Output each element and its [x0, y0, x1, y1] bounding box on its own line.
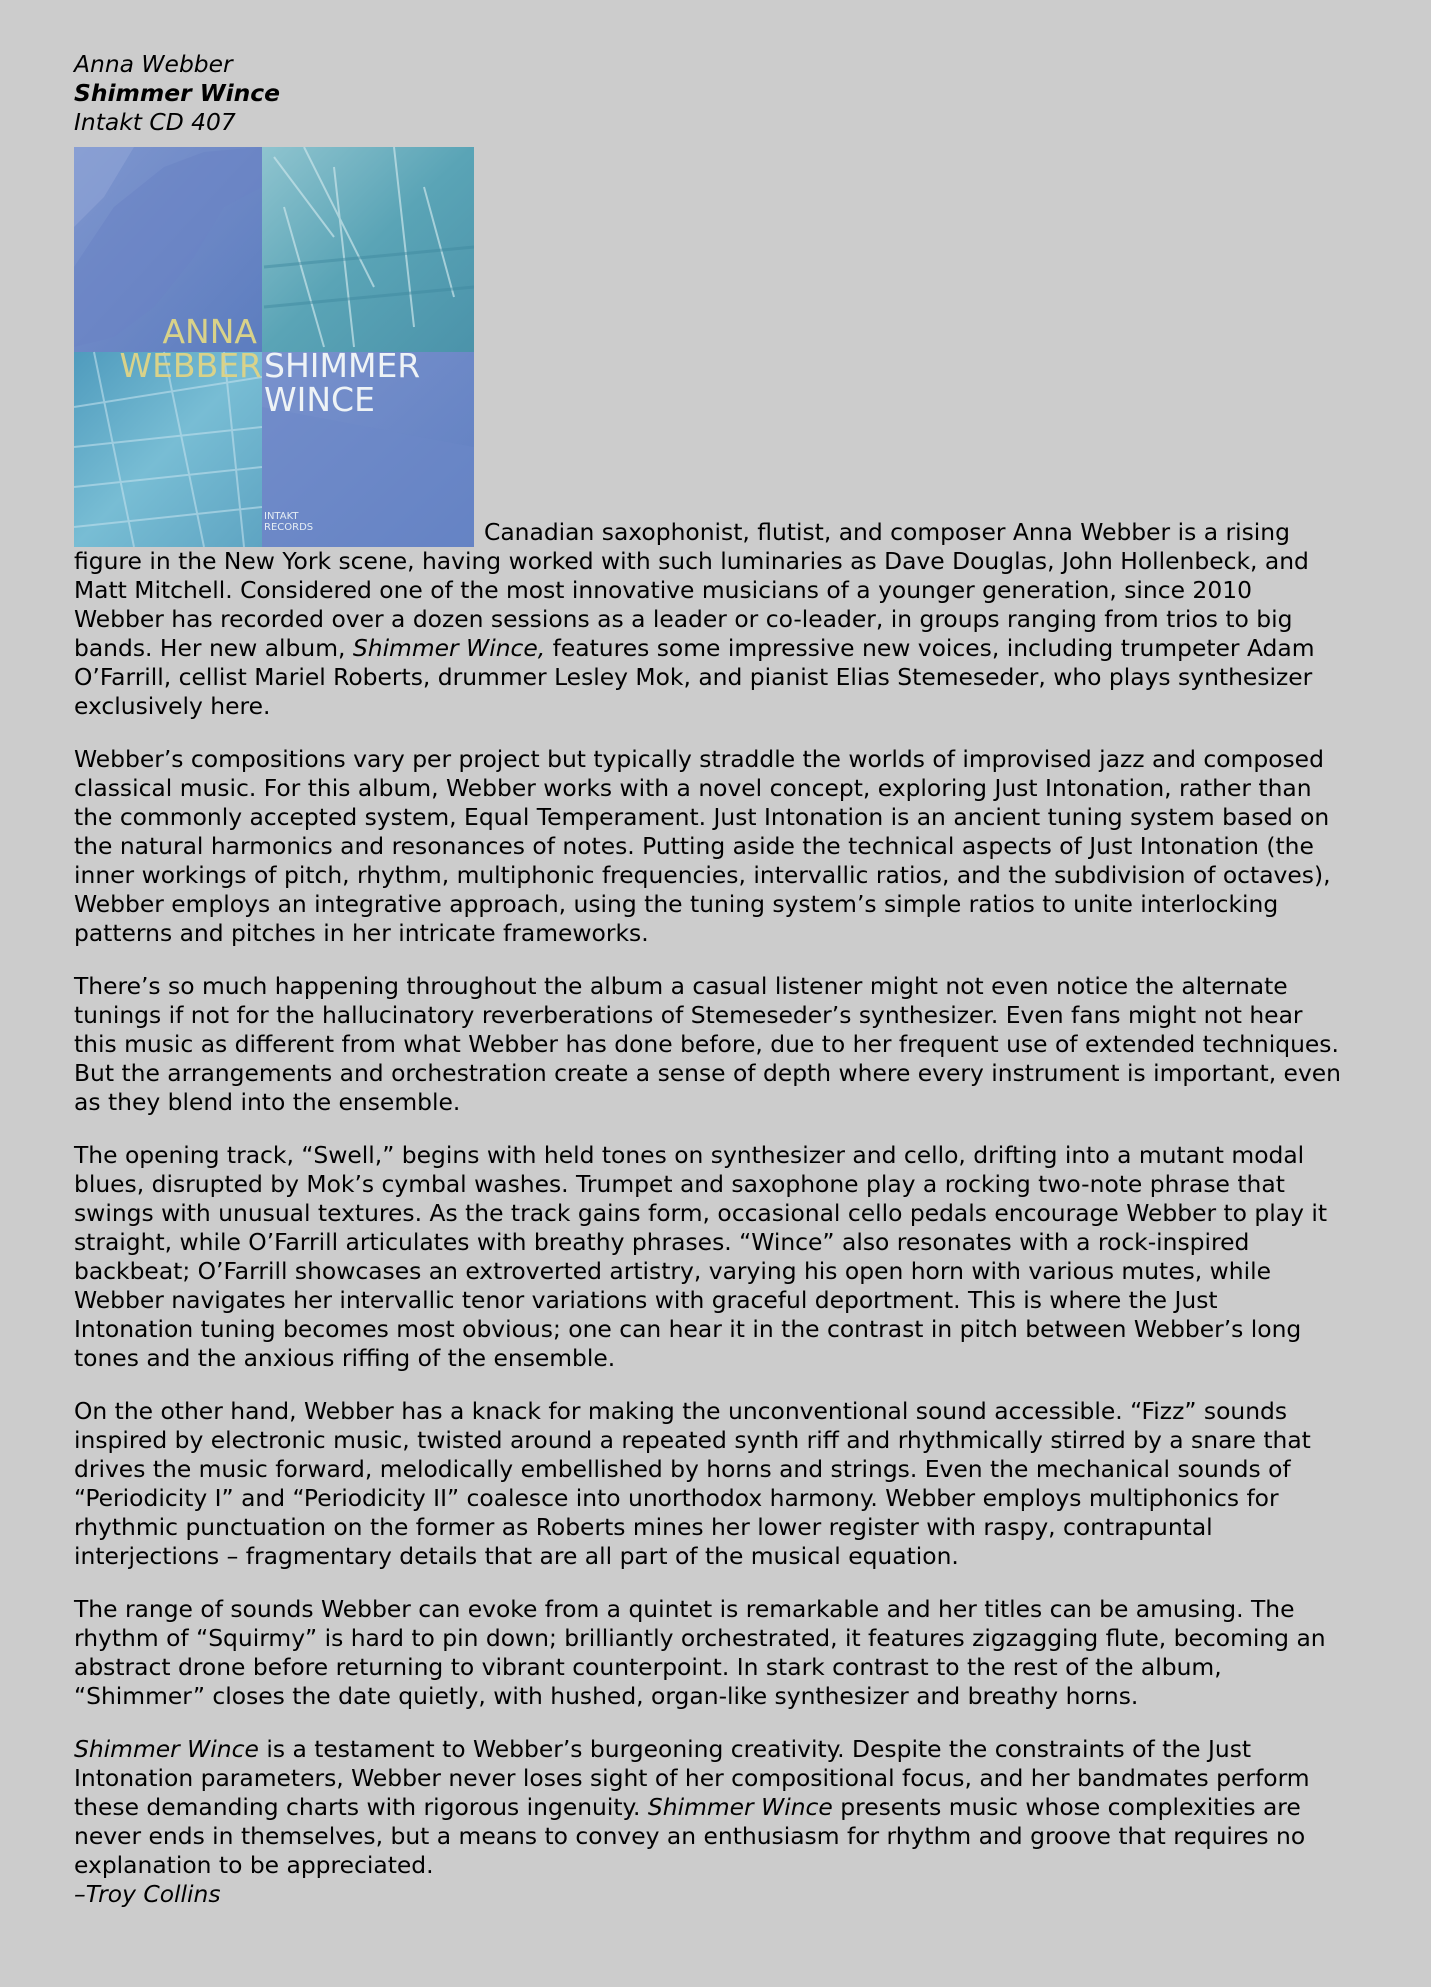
review-signature: –Troy Collins — [74, 1880, 221, 1908]
paragraph-conclusion-text-b: presents music whose complexities are never ends in themselves, but a means to convey an enthusiasm for rhythm and groove that requires no explanation to be appreciated. — [74, 1793, 1306, 1879]
paragraph-compositions: Webber’s compositions vary per project but typically straddle the worlds of improvised jazz and composed classical music. For this album, Webber works with a novel concept, exploring Just Intonation, rather than the commonly accepted system, Equal Temperament. Just Intonation is an ancient tuning system based on the natural harmonics and resonances of notes. Putting aside the technical aspects of Just Intonation (the inner workings of pitch, rhythm, multiphonic frequencies, intervallic ratios, and the subdivision of octaves), Webber employs an integrative approach, using the tuning system’s simple ratios to unite interlocking patterns and pitches in her intricate frameworks. — [74, 745, 1331, 947]
paragraph-intro — [74, 147, 1344, 721]
album-title-inline: Shimmer Wince — [647, 1793, 833, 1821]
cover-top-right-panel — [262, 147, 474, 352]
album-title: Shimmer Wince — [74, 79, 281, 107]
paragraph-range: The range of sounds Webber can evoke from a quintet is remarkable and her titles can be amusing. The rhythm of “Squirmy” is hard to pin down; brilliantly orchestrated, it features zigzagging flute, becoming an abstract drone before returning to vibrant counterpoint. In stark contrast to the rest of the album, “Shimmer” closes the date quietly, with hushed, organ-like synthesizer and breathy horns. — [74, 1595, 1326, 1710]
paragraph-intro-text: Canadian saxophonist, flutist, and composer Anna Webber is a rising figure in the New York scene, having worked with such luminaries as Dave Douglas, John Hollenbeck, and Matt Mitchell. Considered one of the most innovative musicians of a younger generation, since 2010 Webber has recorded over a dozen sessions as a leader or co-leader, in groups ranging from trios to big bands. Her new album, — [74, 518, 1309, 662]
paragraph-intro-end: features some impressive new voices, including trumpeter Adam O’Farrill, cellist Mariel Roberts, drummer Lesley Mok, and pianist Elias Stemeseder, who plays synthesizer exclusively here. — [74, 634, 1315, 720]
review-page — [74, 50, 1344, 1909]
paragraph-conclusion — [74, 1735, 1344, 1909]
catalog-number: Intakt CD 407 — [74, 108, 236, 136]
album-title-inline: Shimmer Wince — [74, 1735, 259, 1763]
cover-album-line1: SHIMMER — [264, 346, 421, 385]
cover-label-line1: INTAKT — [264, 511, 299, 522]
cover-album-line2: WINCE — [264, 380, 375, 419]
paragraph-listening: There’s so much happening throughout the album a casual listener might not even notice the alternate tunings if not for the hallucinatory reverberations of Stemeseder’s synthesizer. Even fans might not hear this music as different from what Webber has done before, due to her frequent use of extended techniques. But the arrangements and orchestration create a sense of depth where every instrument is important, even as they blend into the ensemble. — [74, 972, 1342, 1116]
album-cover-image — [74, 147, 474, 547]
album-header — [74, 50, 1344, 137]
paragraph-conclusion-text-a: is a testament to Webber’s burgeoning creativity. Despite the constraints of the Just Intonation parameters, Webber never loses sight of her compositional focus, and her bandmates perform these demanding charts with rigorous ingenuity. — [74, 1735, 1310, 1821]
artist-name: Anna Webber — [74, 50, 233, 78]
cover-artist-last: WEBBER — [119, 346, 262, 385]
paragraph-accessibility: On the other hand, Webber has a knack for making the unconventional sound accessible. “Fizz” sounds inspired by electronic music, twisted around a repeated synth riff and rhythmically stirred by a snare that drives the music forward, melodically embellished by horns and strings. Even the mechanical sounds of “Periodicity I” and “Periodicity II” coalesce into unorthodox harmony. Webber employs multiphonics for rhythmic punctuation on the former as Roberts mines her lower register with raspy, contrapuntal interjections – fragmentary details that are all part of the musical equation. — [74, 1397, 1311, 1570]
paragraph-opening-track: The opening track, “Swell,” begins with held tones on synthesizer and cello, drifting into a mutant modal blues, disrupted by Mok’s cymbal washes. Trumpet and saxophone play a rocking two-note phrase that swings with unusual textures. As the track gains form, occasional cello pedals encourage Webber to play it straight, while O’Farrill articulates with breathy phrases. “Wince” also resonates with a rock-inspired backbeat; O’Farrill showcases an extroverted artistry, varying his open horn with various mutes, while Webber navigates her intervallic tenor variations with graceful deportment. This is where the Just Intonation tuning becomes most obvious; one can hear it in the contrast in pitch between Webber’s long tones and the anxious riffing of the ensemble. — [74, 1141, 1328, 1372]
album-title-inline: Shimmer Wince, — [352, 634, 546, 662]
cover-label-line2: RECORDS — [264, 522, 314, 533]
cover-artist-first: ANNA — [162, 312, 257, 351]
